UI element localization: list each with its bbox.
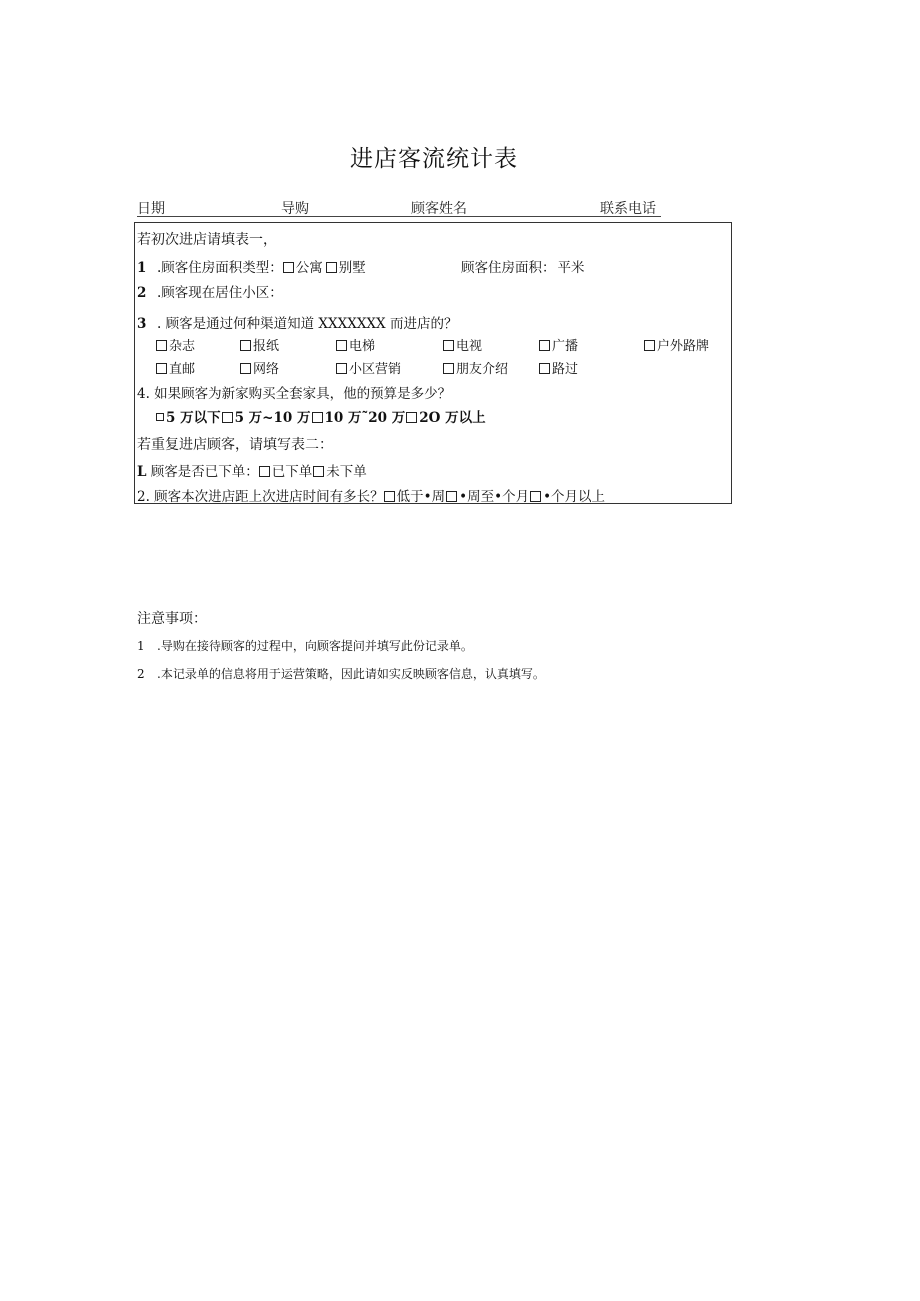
budget-over20-label: 2O 万以上 bbox=[419, 410, 486, 426]
budget-over20-checkbox[interactable] bbox=[406, 412, 417, 423]
note-2-number: 2 bbox=[137, 667, 145, 681]
tv-label: 电视 bbox=[456, 339, 483, 354]
q2-text: .顾客现在居住小区： bbox=[157, 285, 283, 301]
not-ordered-label: 未下单 bbox=[326, 464, 367, 480]
area-field bbox=[461, 256, 585, 276]
budget-5to10-checkbox[interactable] bbox=[222, 412, 233, 423]
phone-label: 联系电话 bbox=[600, 201, 656, 217]
channel-option-community[interactable] bbox=[336, 358, 401, 377]
date-label: 日期 bbox=[137, 201, 165, 217]
channel-option-direct-mail[interactable] bbox=[156, 358, 195, 377]
question-2 bbox=[137, 281, 283, 301]
note-item-1 bbox=[137, 637, 473, 654]
area-label: 顾客住房面积： bbox=[461, 260, 556, 276]
billboard-label: 户外路牌 bbox=[657, 339, 710, 354]
question-4: 4. 如果顾客为新家购买全套家具，他的预算是多少？ bbox=[137, 386, 452, 402]
budget-under5-checkbox[interactable] bbox=[156, 413, 164, 421]
note-1-number: 1 bbox=[137, 639, 145, 653]
elevator-checkbox[interactable] bbox=[336, 340, 347, 351]
villa-label: 别墅 bbox=[338, 260, 366, 276]
passing-by-checkbox[interactable] bbox=[539, 363, 550, 374]
repeat-question-1 bbox=[137, 460, 367, 480]
tv-checkbox[interactable] bbox=[443, 340, 454, 351]
page-title: 进店客流统计表 bbox=[350, 146, 518, 172]
week-to-month-label: •周至•个月 bbox=[459, 489, 530, 505]
villa-checkbox[interactable] bbox=[326, 262, 337, 273]
customer-name-label: 顾客姓名 bbox=[411, 201, 467, 217]
under-week-label: 低于•周 bbox=[396, 489, 446, 505]
channel-option-tv[interactable] bbox=[443, 335, 482, 354]
notes-title: 注意事项： bbox=[137, 611, 207, 627]
not-ordered-checkbox[interactable] bbox=[313, 466, 324, 477]
channel-option-passing-by[interactable] bbox=[539, 358, 578, 377]
q1-text: .顾客住房面积类型： bbox=[157, 260, 283, 276]
budget-5to10-label: 5 万~10 万 bbox=[234, 410, 311, 426]
over-month-label: •个月以上 bbox=[543, 489, 606, 505]
header-underline bbox=[137, 216, 661, 217]
question-1 bbox=[137, 256, 366, 276]
passing-by-label: 路过 bbox=[552, 362, 579, 377]
community-checkbox[interactable] bbox=[336, 363, 347, 374]
q3-number: 3 bbox=[137, 316, 147, 332]
section2-title: 若重复进店顾客，请填写表二： bbox=[137, 437, 333, 453]
internet-checkbox[interactable] bbox=[240, 363, 251, 374]
direct-mail-checkbox[interactable] bbox=[156, 363, 167, 374]
guide-label: 导购 bbox=[281, 201, 309, 217]
repeat-question-2 bbox=[137, 485, 605, 505]
ordered-checkbox[interactable] bbox=[259, 466, 270, 477]
r1-text: 顾客是否已下单： bbox=[150, 464, 259, 480]
week-to-month-checkbox[interactable] bbox=[446, 491, 457, 502]
note-2-text: .本记录单的信息将用于运营策略，因此请如实反映顾客信息，认真填写。 bbox=[157, 667, 545, 681]
ordered-label: 已下单 bbox=[271, 464, 313, 480]
area-unit: 平米 bbox=[557, 260, 585, 276]
under-week-checkbox[interactable] bbox=[384, 491, 395, 502]
channel-option-billboard[interactable] bbox=[644, 335, 709, 354]
q2-number: 2 bbox=[137, 285, 147, 301]
channel-option-magazine[interactable] bbox=[156, 335, 195, 354]
over-month-checkbox[interactable] bbox=[530, 491, 541, 502]
r1-number: L bbox=[137, 464, 147, 480]
survey-form-box bbox=[134, 222, 732, 504]
section1-title: 若初次进店请填表一， bbox=[137, 232, 277, 248]
channel-option-internet[interactable] bbox=[240, 358, 279, 377]
question-3 bbox=[137, 312, 457, 332]
q1-number: 1 bbox=[137, 260, 147, 276]
internet-label: 网络 bbox=[253, 362, 280, 377]
elevator-label: 电梯 bbox=[349, 339, 376, 354]
channel-option-elevator[interactable] bbox=[336, 335, 375, 354]
budget-under5-label: 5 万以下 bbox=[166, 410, 221, 426]
channel-option-radio[interactable] bbox=[539, 335, 578, 354]
budget-options bbox=[156, 406, 486, 426]
note-item-2 bbox=[137, 665, 545, 682]
apartment-checkbox[interactable] bbox=[283, 262, 294, 273]
direct-mail-label: 直邮 bbox=[169, 362, 196, 377]
referral-label: 朋友介绍 bbox=[456, 362, 509, 377]
apartment-label: 公寓 bbox=[295, 260, 323, 276]
budget-10to20-label: 10 万˜20 万 bbox=[324, 410, 406, 426]
note-1-text: .导购在接待顾客的过程中，向顾客提问并填写此份记录单。 bbox=[157, 639, 473, 653]
radio-checkbox[interactable] bbox=[539, 340, 550, 351]
magazine-checkbox[interactable] bbox=[156, 340, 167, 351]
newspaper-checkbox[interactable] bbox=[240, 340, 251, 351]
magazine-label: 杂志 bbox=[169, 339, 196, 354]
referral-checkbox[interactable] bbox=[443, 363, 454, 374]
community-label: 小区营销 bbox=[349, 362, 402, 377]
channel-option-newspaper[interactable] bbox=[240, 335, 279, 354]
newspaper-label: 报纸 bbox=[253, 339, 280, 354]
billboard-checkbox[interactable] bbox=[644, 340, 655, 351]
radio-label: 广播 bbox=[552, 339, 579, 354]
channel-option-referral[interactable] bbox=[443, 358, 508, 377]
r2-text: 2. 顾客本次进店距上次进店时间有多长？ bbox=[137, 489, 384, 505]
budget-10to20-checkbox[interactable] bbox=[312, 412, 323, 423]
q3-text: . 顾客是通过何种渠道知道 XXXXXXX 而进店的？ bbox=[157, 316, 458, 332]
